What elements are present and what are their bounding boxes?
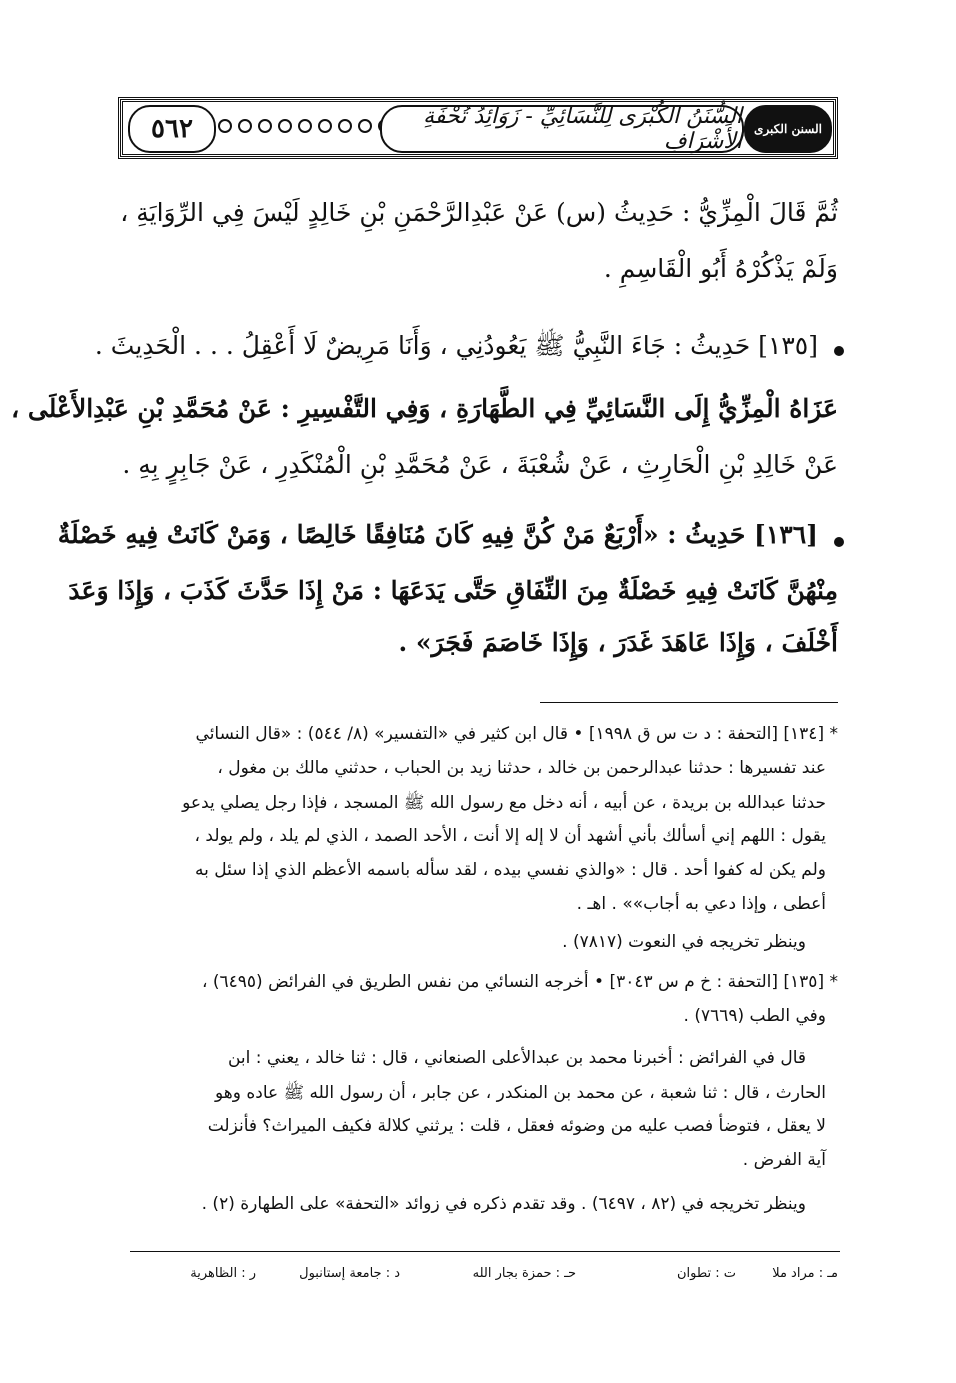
- footnote-135-line-5: لا يعقل ، فتوضأ فصب عليه من وضوئه فعقل ، قلت : يرثني كلالة فكيف الميراث؟ فأنزلت: [207, 1116, 826, 1136]
- legend-separator: [130, 1251, 840, 1252]
- footnote-134-line-2: عند تفسيرها : حدثنا عبدالرحمن بن خالد ، حدثنا زيد بن الحباب ، حدثني مالك بن مغول ،: [217, 758, 826, 778]
- seal-text: السنن الكبرى: [754, 122, 822, 136]
- running-title-cartouche: [380, 105, 744, 153]
- main-line-7: مِنْهُنَّ كَانَتْ فِيهِ خَصْلَةٌ مِنَ النِّفَاقِ حَتَّى يَدَعَهَا : مَنْ إِذَا حَدَّثَ كَذَبَ ، وَإِذَا وَعَدَ: [68, 576, 838, 605]
- footnote-134-line-5: ولم يكن له كفوا أحد . قال : «والذي نفسي بيده ، لقد سأله باسمه الأعظم الذي إذا سئل به: [194, 860, 826, 880]
- footnote-separator: [540, 702, 838, 703]
- footnote-135-line-4: الحارث ، قال : ثنا شعبة ، عن محمد بن المنكدر ، عن جابر ، أن رسول الله ﷺ عاده وهو: [215, 1083, 826, 1103]
- footnote-135-line-2: وفي الطب (٧٦٦٩) .: [683, 1006, 826, 1026]
- footnote-135-line-7: وينظر تخريجه في (٨٢ ، ٦٤٩٧) . وقد تقدم ذكره في زوائد «التحفة» على الطهارة (٢) .: [201, 1194, 806, 1214]
- footnote-134-line-7: وينظر تخريجه في النعوت (٧٨١٧) .: [562, 932, 806, 952]
- main-line-1: ثُمَّ قَالَ الْمِزِّيُّ : حَدِيثُ (س) عَنْ عَبْدِالرَّحْمَنِ بْنِ خَالِدٍ لَيْسَ فِي الرِّوَايَةِ ،: [120, 198, 838, 227]
- footnote-134-line-4: يقول : اللهم إني أسألك بأني أشهد أن لا إله إلا أنت ، الأحد الصمد ، الذي لم يلد ، ولم يولد ،: [194, 826, 826, 846]
- main-line-6: [١٣٦] حَدِيثُ : «أَرْبَعٌ مَنْ كُنَّ فِيهِ كَانَ مُنَافِقًا خَالِصًا ، وَمَنْ كَانَتْ فِيهِ خَصْلَةٌ: [57, 520, 818, 549]
- main-line-8: أَخْلَفَ ، وَإِذَا عَاهَدَ غَدَرَ ، وَإِذَا خَاصَمَ فَجَرَ» .: [398, 628, 838, 657]
- footnote-135-line-6: آية الفرض .: [742, 1150, 826, 1170]
- bullet-136: [834, 537, 844, 547]
- footnote-134-line-1: * [١٣٤] [التحفة : د ت س ق ١٩٩٨] • قال ابن كثير في «التفسير» (٨/ ٥٤٤) : «قال النسائي: [195, 724, 838, 744]
- page-number: ٥٦٢: [151, 114, 193, 144]
- footnote-134-line-6: أعطى ، وإذا دعي به أجاب»» . اهـ .: [576, 894, 826, 914]
- footnote-135-line-1: * [١٣٥] [التحفة : خ م س ٣٠٤٣] • أخرجه النسائي من نفس الطريق في الفرائض (٦٤٩٥) ،: [201, 972, 838, 992]
- legend-h: حـ : حمزة بجار الله: [472, 1266, 576, 1281]
- main-line-5: عَنْ خَالِدِ بْنِ الْحَارِثِ ، عَنْ شُعْبَةَ ، عَنْ مُحَمَّدِ بْنِ الْمُنْكَدِرِ ، عَنْ جَابِرٍ بِهِ .: [122, 450, 838, 479]
- running-title: السُّنَنُ الكُبْرَى لِلنَّسَائِيِّ - زَوَائِدُ تُحْفَةِ الأَشْرَافِ: [423, 104, 742, 154]
- main-line-4: عَزَاهُ الْمِزِّيُّ إِلَى النَّسَائِيِّ فِي الطَّهَارَةِ ، وَفِي التَّفْسِيرِ : عَنْ مُحَمَّدِ بْنِ عَبْدِالأَعْلَى ،: [11, 394, 838, 423]
- legend-r: ر : الظاهرية: [190, 1266, 256, 1281]
- book-seal-emblem: [744, 105, 832, 153]
- legend-m: مـ : مراد ملا: [772, 1266, 838, 1281]
- main-line-3: [١٣٥] حَدِيثُ : جَاءَ النَّبِيُّ ﷺ يَعُودُنِي ، وَأَنَا مَرِيضٌ لَا أَعْقِلُ . . . الْحَدِيثَ .: [94, 331, 818, 360]
- legend-d: د : جامعة إستانبول: [299, 1266, 400, 1281]
- page-header: [118, 97, 838, 159]
- bullet-135: [834, 346, 844, 356]
- footnote-134-line-3: حدثنا عبدالله بن بريدة ، عن أبيه ، أنه دخل مع رسول الله ﷺ المسجد ، فإذا رجل يصلي يدعو: [182, 793, 826, 813]
- legend-t: ت : تطوان: [676, 1266, 736, 1281]
- footnote-135-line-3: قال في الفرائض : أخبرنا محمد بن عبدالأعلى الصنعاني ، قال : ثنا خالد ، يعني : ابن: [227, 1048, 806, 1068]
- page-number-cartouche: [128, 105, 216, 153]
- main-line-2: وَلَمْ يَذْكُرْهُ أَبُو الْقَاسِمِ .: [603, 254, 838, 283]
